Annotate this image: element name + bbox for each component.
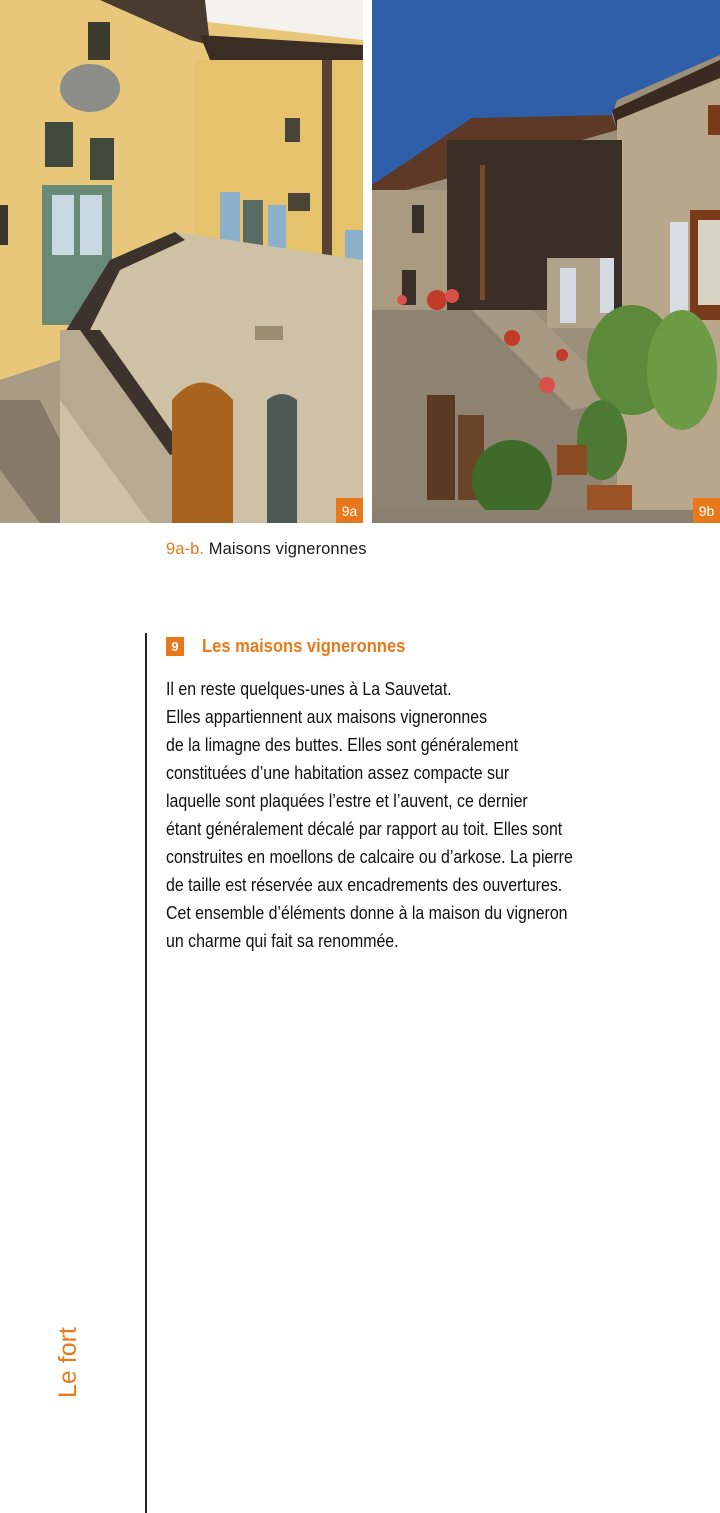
photo-9b: [372, 0, 720, 523]
body-line: Elles appartiennent aux maisons vigneronnes: [166, 706, 488, 727]
body-line: Cet ensemble d’éléments donne à la maison du vigneron: [166, 902, 568, 923]
body-line: un charme qui fait sa renommée.: [166, 930, 399, 951]
photo-label-9a: 9a: [336, 498, 363, 523]
body-line: laquelle sont plaquées l’estre et l’auvent, ce dernier: [166, 790, 528, 811]
side-section-tab: Le fort: [54, 1327, 82, 1398]
body-paragraph: [166, 675, 720, 955]
body-line: de la limagne des buttes. Elles sont généralement: [166, 734, 519, 755]
body-line: de taille est réservée aux encadrements des ouvertures.: [166, 874, 563, 895]
caption-ref: 9a-b.: [166, 540, 205, 558]
caption-text: Maisons vigneronnes: [208, 540, 367, 558]
photo-9b-illustration: [372, 0, 720, 523]
section-title: Les maisons vigneronnes: [202, 636, 406, 656]
body-line: construites en moellons de calcaire ou d’arkose. La pierre: [166, 846, 573, 867]
photo-9a-illustration: [0, 0, 363, 523]
figure-caption: [166, 540, 367, 559]
body-line: constituées d’une habitation assez compacte sur: [166, 762, 510, 783]
vertical-rule: [145, 633, 147, 1513]
photo-label-9b: 9b: [693, 498, 720, 523]
section-number-badge: 9: [166, 637, 184, 656]
body-line: étant généralement décalé par rapport au toit. Elles sont: [166, 818, 563, 839]
body-line: Il en reste quelques-unes à La Sauvetat.: [166, 678, 452, 699]
photo-9a: [0, 0, 363, 523]
section-heading: [166, 636, 423, 657]
